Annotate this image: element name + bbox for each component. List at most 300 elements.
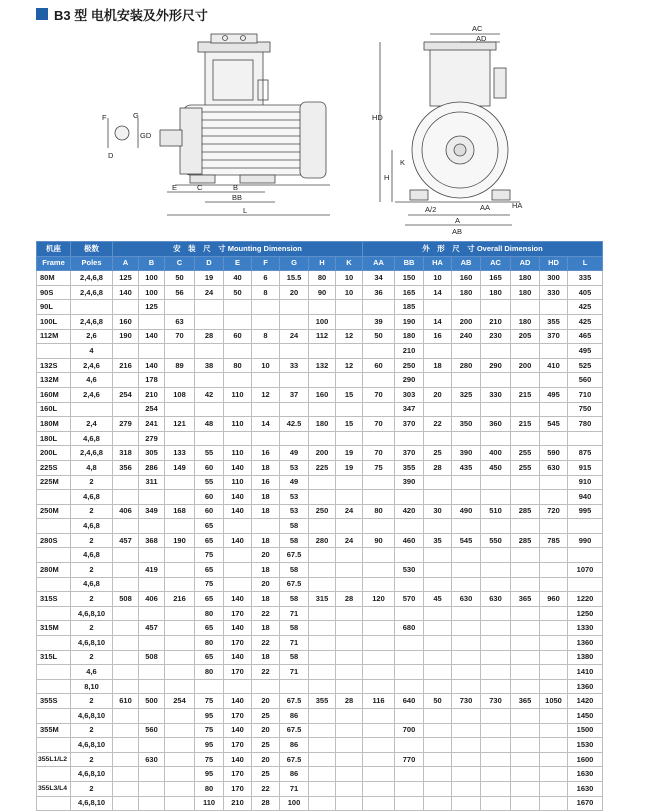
header-col-d: D — [195, 256, 224, 271]
value-cell — [336, 577, 363, 592]
frame-cell: 355M — [37, 723, 71, 738]
value-cell — [165, 738, 195, 753]
value-cell: 150 — [395, 271, 424, 286]
value-cell — [165, 723, 195, 738]
value-cell: 110 — [195, 796, 224, 811]
value-cell — [113, 621, 139, 636]
value-cell — [309, 752, 336, 767]
value-cell — [568, 548, 603, 563]
value-cell: 457 — [113, 533, 139, 548]
poles-cell: 4,8 — [71, 460, 113, 475]
value-cell — [195, 373, 224, 388]
value-cell: 125 — [139, 300, 165, 315]
value-cell — [363, 665, 395, 680]
value-cell — [336, 563, 363, 578]
poles-cell: 4,6,8,10 — [71, 636, 113, 651]
value-cell — [395, 519, 424, 534]
value-cell — [424, 679, 452, 694]
value-cell: 140 — [224, 490, 252, 505]
value-cell — [336, 314, 363, 329]
value-cell — [540, 577, 568, 592]
value-cell — [309, 490, 336, 505]
frame-cell: 315L — [37, 650, 71, 665]
value-cell: 63 — [165, 314, 195, 329]
value-cell: 180 — [511, 314, 540, 329]
label-AC: AC — [472, 24, 483, 33]
value-cell: 170 — [224, 781, 252, 796]
value-cell — [395, 665, 424, 680]
table-row — [37, 490, 603, 505]
value-cell: 36 — [363, 285, 395, 300]
value-cell — [309, 475, 336, 490]
value-cell: 730 — [452, 694, 481, 709]
label-A-half: A/2 — [425, 205, 437, 214]
value-cell — [363, 767, 395, 782]
value-cell: 356 — [113, 460, 139, 475]
value-cell — [195, 314, 224, 329]
value-cell: 65 — [195, 592, 224, 607]
value-cell — [195, 344, 224, 359]
value-cell: 20 — [280, 285, 309, 300]
value-cell: 457 — [139, 621, 165, 636]
value-cell: 65 — [195, 621, 224, 636]
value-cell: 22 — [252, 665, 280, 680]
value-cell: 48 — [195, 417, 224, 432]
value-cell — [113, 490, 139, 505]
poles-cell: 2,4,6,8 — [71, 285, 113, 300]
value-cell — [363, 636, 395, 651]
value-cell — [252, 314, 280, 329]
value-cell — [395, 490, 424, 505]
value-cell — [363, 344, 395, 359]
value-cell — [113, 796, 139, 811]
value-cell — [540, 490, 568, 505]
value-cell — [481, 431, 511, 446]
label-F: F — [102, 113, 107, 122]
value-cell: 10 — [336, 285, 363, 300]
table-row — [37, 694, 603, 709]
value-cell: 42.5 — [280, 417, 309, 432]
value-cell — [452, 665, 481, 680]
value-cell — [481, 373, 511, 388]
value-cell — [139, 490, 165, 505]
label-G: G — [133, 111, 139, 120]
value-cell — [424, 709, 452, 724]
value-cell — [113, 475, 139, 490]
value-cell — [309, 796, 336, 811]
value-cell: 915 — [568, 460, 603, 475]
value-cell: 495 — [568, 344, 603, 359]
value-cell: 140 — [224, 723, 252, 738]
value-cell — [452, 621, 481, 636]
value-cell: 1600 — [568, 752, 603, 767]
value-cell — [540, 752, 568, 767]
poles-cell: 8,10 — [71, 679, 113, 694]
value-cell: 110 — [224, 417, 252, 432]
value-cell — [363, 650, 395, 665]
value-cell: 425 — [568, 300, 603, 315]
value-cell: 1050 — [540, 694, 568, 709]
value-cell: 419 — [139, 563, 165, 578]
value-cell: 216 — [113, 358, 139, 373]
frame-cell: 315M — [37, 621, 71, 636]
value-cell: 49 — [280, 475, 309, 490]
value-cell — [424, 548, 452, 563]
value-cell — [336, 621, 363, 636]
label-AB: AB — [452, 227, 463, 236]
frame-cell: 200L — [37, 446, 71, 461]
header-col-g: G — [280, 256, 309, 271]
value-cell — [540, 636, 568, 651]
value-cell — [481, 665, 511, 680]
frame-cell: 160L — [37, 402, 71, 417]
value-cell — [540, 373, 568, 388]
value-cell: 80 — [195, 665, 224, 680]
value-cell: 286 — [139, 460, 165, 475]
value-cell — [511, 621, 540, 636]
value-cell: 180 — [511, 285, 540, 300]
value-cell: 216 — [165, 592, 195, 607]
frame-cell: 355L1/L2 — [37, 752, 71, 767]
value-cell — [224, 300, 252, 315]
table-row — [37, 314, 603, 329]
value-cell — [481, 344, 511, 359]
header-col-ac: AC — [481, 256, 511, 271]
value-cell — [481, 752, 511, 767]
label-HA: HA — [512, 201, 523, 210]
value-cell: 406 — [113, 504, 139, 519]
value-cell: 165 — [395, 285, 424, 300]
value-cell: 38 — [195, 358, 224, 373]
value-cell — [336, 490, 363, 505]
front-view-drawing — [108, 34, 330, 215]
value-cell — [113, 373, 139, 388]
value-cell — [252, 300, 280, 315]
value-cell: 28 — [336, 592, 363, 607]
value-cell: 465 — [568, 329, 603, 344]
poles-cell: 4,6,8 — [71, 548, 113, 563]
value-cell: 53 — [280, 504, 309, 519]
value-cell: 140 — [224, 592, 252, 607]
value-cell — [540, 344, 568, 359]
value-cell — [309, 738, 336, 753]
value-cell — [452, 402, 481, 417]
value-cell — [395, 781, 424, 796]
value-cell: 250 — [395, 358, 424, 373]
value-cell — [336, 402, 363, 417]
poles-cell: 4,6,8 — [71, 519, 113, 534]
value-cell — [309, 679, 336, 694]
frame-cell — [37, 709, 71, 724]
value-cell: 65 — [195, 563, 224, 578]
value-cell — [481, 781, 511, 796]
value-cell — [511, 796, 540, 811]
value-cell — [113, 431, 139, 446]
value-cell: 18 — [252, 592, 280, 607]
table-row — [37, 781, 603, 796]
value-cell — [309, 431, 336, 446]
value-cell — [424, 752, 452, 767]
value-cell — [252, 344, 280, 359]
table-row — [37, 533, 603, 548]
frame-cell: 280M — [37, 563, 71, 578]
value-cell: 15 — [336, 387, 363, 402]
value-cell: 640 — [395, 694, 424, 709]
value-cell — [165, 679, 195, 694]
value-cell — [511, 300, 540, 315]
value-cell: 170 — [224, 665, 252, 680]
value-cell: 315 — [309, 592, 336, 607]
value-cell — [165, 781, 195, 796]
value-cell — [424, 519, 452, 534]
value-cell — [252, 373, 280, 388]
value-cell — [309, 621, 336, 636]
value-cell — [165, 665, 195, 680]
value-cell — [139, 781, 165, 796]
value-cell: 730 — [481, 694, 511, 709]
value-cell — [336, 796, 363, 811]
value-cell: 390 — [395, 475, 424, 490]
value-cell: 254 — [113, 387, 139, 402]
value-cell: 125 — [113, 271, 139, 286]
value-cell: 14 — [252, 417, 280, 432]
header-col-a: A — [113, 256, 139, 271]
poles-cell: 4,6,8 — [71, 490, 113, 505]
value-cell: 1380 — [568, 650, 603, 665]
value-cell: 400 — [481, 446, 511, 461]
value-cell: 50 — [363, 329, 395, 344]
value-cell — [363, 373, 395, 388]
value-cell — [280, 300, 309, 315]
frame-cell: 355L3/L4 — [37, 781, 71, 796]
value-cell — [540, 431, 568, 446]
poles-cell: 4,6,8 — [71, 577, 113, 592]
value-cell — [139, 548, 165, 563]
value-cell: 60 — [195, 490, 224, 505]
value-cell: 205 — [511, 329, 540, 344]
value-cell: 132 — [309, 358, 336, 373]
value-cell — [165, 519, 195, 534]
value-cell: 995 — [568, 504, 603, 519]
value-cell: 75 — [195, 548, 224, 563]
value-cell — [336, 679, 363, 694]
value-cell — [540, 519, 568, 534]
frame-cell: 225S — [37, 460, 71, 475]
table-row — [37, 606, 603, 621]
value-cell: 39 — [363, 314, 395, 329]
value-cell — [113, 519, 139, 534]
table-row — [37, 519, 603, 534]
value-cell — [195, 300, 224, 315]
value-cell — [481, 563, 511, 578]
value-cell — [540, 781, 568, 796]
value-cell: 200 — [511, 358, 540, 373]
value-cell — [139, 344, 165, 359]
value-cell — [165, 767, 195, 782]
frame-cell — [37, 679, 71, 694]
poles-cell: 2 — [71, 563, 113, 578]
poles-cell: 2 — [71, 475, 113, 490]
value-cell: 8 — [252, 285, 280, 300]
value-cell: 80 — [195, 781, 224, 796]
value-cell — [511, 650, 540, 665]
value-cell — [165, 475, 195, 490]
value-cell: 80 — [309, 271, 336, 286]
value-cell: 210 — [139, 387, 165, 402]
value-cell — [424, 767, 452, 782]
value-cell: 80 — [195, 606, 224, 621]
value-cell: 71 — [280, 781, 309, 796]
value-cell: 28 — [336, 694, 363, 709]
value-cell: 210 — [395, 344, 424, 359]
frame-cell — [37, 548, 71, 563]
value-cell: 180 — [511, 271, 540, 286]
value-cell: 25 — [252, 767, 280, 782]
table-row — [37, 621, 603, 636]
value-cell: 311 — [139, 475, 165, 490]
value-cell: 254 — [139, 402, 165, 417]
value-cell: 630 — [139, 752, 165, 767]
frame-cell: 100L — [37, 314, 71, 329]
value-cell — [113, 767, 139, 782]
value-cell: 20 — [424, 387, 452, 402]
value-cell: 58 — [280, 650, 309, 665]
value-cell: 110 — [224, 446, 252, 461]
value-cell — [424, 475, 452, 490]
value-cell: 190 — [395, 314, 424, 329]
value-cell — [224, 577, 252, 592]
value-cell: 71 — [280, 606, 309, 621]
frame-cell: 132M — [37, 373, 71, 388]
value-cell: 1250 — [568, 606, 603, 621]
value-cell — [363, 563, 395, 578]
frame-cell — [37, 606, 71, 621]
value-cell — [113, 709, 139, 724]
table-row — [37, 417, 603, 432]
value-cell — [195, 679, 224, 694]
value-cell: 18 — [252, 650, 280, 665]
value-cell: 140 — [113, 285, 139, 300]
value-cell: 210 — [481, 314, 511, 329]
value-cell — [540, 475, 568, 490]
value-cell — [511, 577, 540, 592]
poles-cell: 4 — [71, 344, 113, 359]
value-cell: 630 — [452, 592, 481, 607]
value-cell: 25 — [252, 738, 280, 753]
value-cell — [481, 709, 511, 724]
value-cell — [424, 344, 452, 359]
value-cell — [511, 752, 540, 767]
value-cell: 1360 — [568, 636, 603, 651]
label-H: H — [384, 173, 390, 182]
value-cell — [568, 519, 603, 534]
value-cell: 280 — [452, 358, 481, 373]
value-cell — [452, 796, 481, 811]
value-cell — [511, 373, 540, 388]
value-cell: 90 — [363, 533, 395, 548]
value-cell: 450 — [481, 460, 511, 475]
value-cell: 55 — [195, 475, 224, 490]
value-cell — [363, 300, 395, 315]
value-cell: 545 — [540, 417, 568, 432]
value-cell — [540, 796, 568, 811]
value-cell: 75 — [195, 723, 224, 738]
value-cell: 190 — [113, 329, 139, 344]
value-cell — [252, 431, 280, 446]
value-cell — [363, 752, 395, 767]
value-cell: 279 — [139, 431, 165, 446]
value-cell: 71 — [280, 636, 309, 651]
frame-cell: 225M — [37, 475, 71, 490]
value-cell — [336, 606, 363, 621]
value-cell: 140 — [224, 460, 252, 475]
poles-cell: 2 — [71, 694, 113, 709]
poles-cell: 4,6 — [71, 373, 113, 388]
poles-cell: 2 — [71, 504, 113, 519]
poles-cell: 2,4,6,8 — [71, 446, 113, 461]
value-cell — [568, 577, 603, 592]
value-cell — [481, 767, 511, 782]
value-cell — [309, 402, 336, 417]
value-cell: 70 — [363, 446, 395, 461]
value-cell: 53 — [280, 490, 309, 505]
value-cell: 170 — [224, 636, 252, 651]
value-cell — [511, 665, 540, 680]
value-cell: 50 — [424, 694, 452, 709]
value-cell — [336, 767, 363, 782]
value-cell — [452, 723, 481, 738]
value-cell — [424, 781, 452, 796]
value-cell — [395, 796, 424, 811]
frame-cell: 90S — [37, 285, 71, 300]
value-cell — [336, 519, 363, 534]
value-cell — [395, 738, 424, 753]
table-row — [37, 373, 603, 388]
value-cell — [424, 650, 452, 665]
value-cell: 200 — [452, 314, 481, 329]
value-cell: 405 — [568, 285, 603, 300]
value-cell: 80 — [195, 636, 224, 651]
value-cell: 365 — [511, 592, 540, 607]
value-cell — [224, 519, 252, 534]
table-row — [37, 636, 603, 651]
table-row — [37, 592, 603, 607]
table-row — [37, 329, 603, 344]
value-cell: 10 — [336, 271, 363, 286]
value-cell: 140 — [224, 752, 252, 767]
value-cell — [139, 665, 165, 680]
motor-drawings — [0, 20, 654, 236]
value-cell — [540, 650, 568, 665]
frame-cell: 315S — [37, 592, 71, 607]
value-cell: 53 — [280, 460, 309, 475]
value-cell: 360 — [481, 417, 511, 432]
value-cell: 108 — [165, 387, 195, 402]
value-cell: 35 — [424, 533, 452, 548]
value-cell: 940 — [568, 490, 603, 505]
label-GD: GD — [140, 131, 152, 140]
value-cell — [224, 314, 252, 329]
value-cell: 460 — [395, 533, 424, 548]
value-cell — [309, 563, 336, 578]
value-cell: 75 — [363, 460, 395, 475]
value-cell — [481, 490, 511, 505]
value-cell — [452, 650, 481, 665]
value-cell — [424, 723, 452, 738]
value-cell: 355 — [540, 314, 568, 329]
value-cell: 406 — [139, 592, 165, 607]
value-cell — [165, 606, 195, 621]
